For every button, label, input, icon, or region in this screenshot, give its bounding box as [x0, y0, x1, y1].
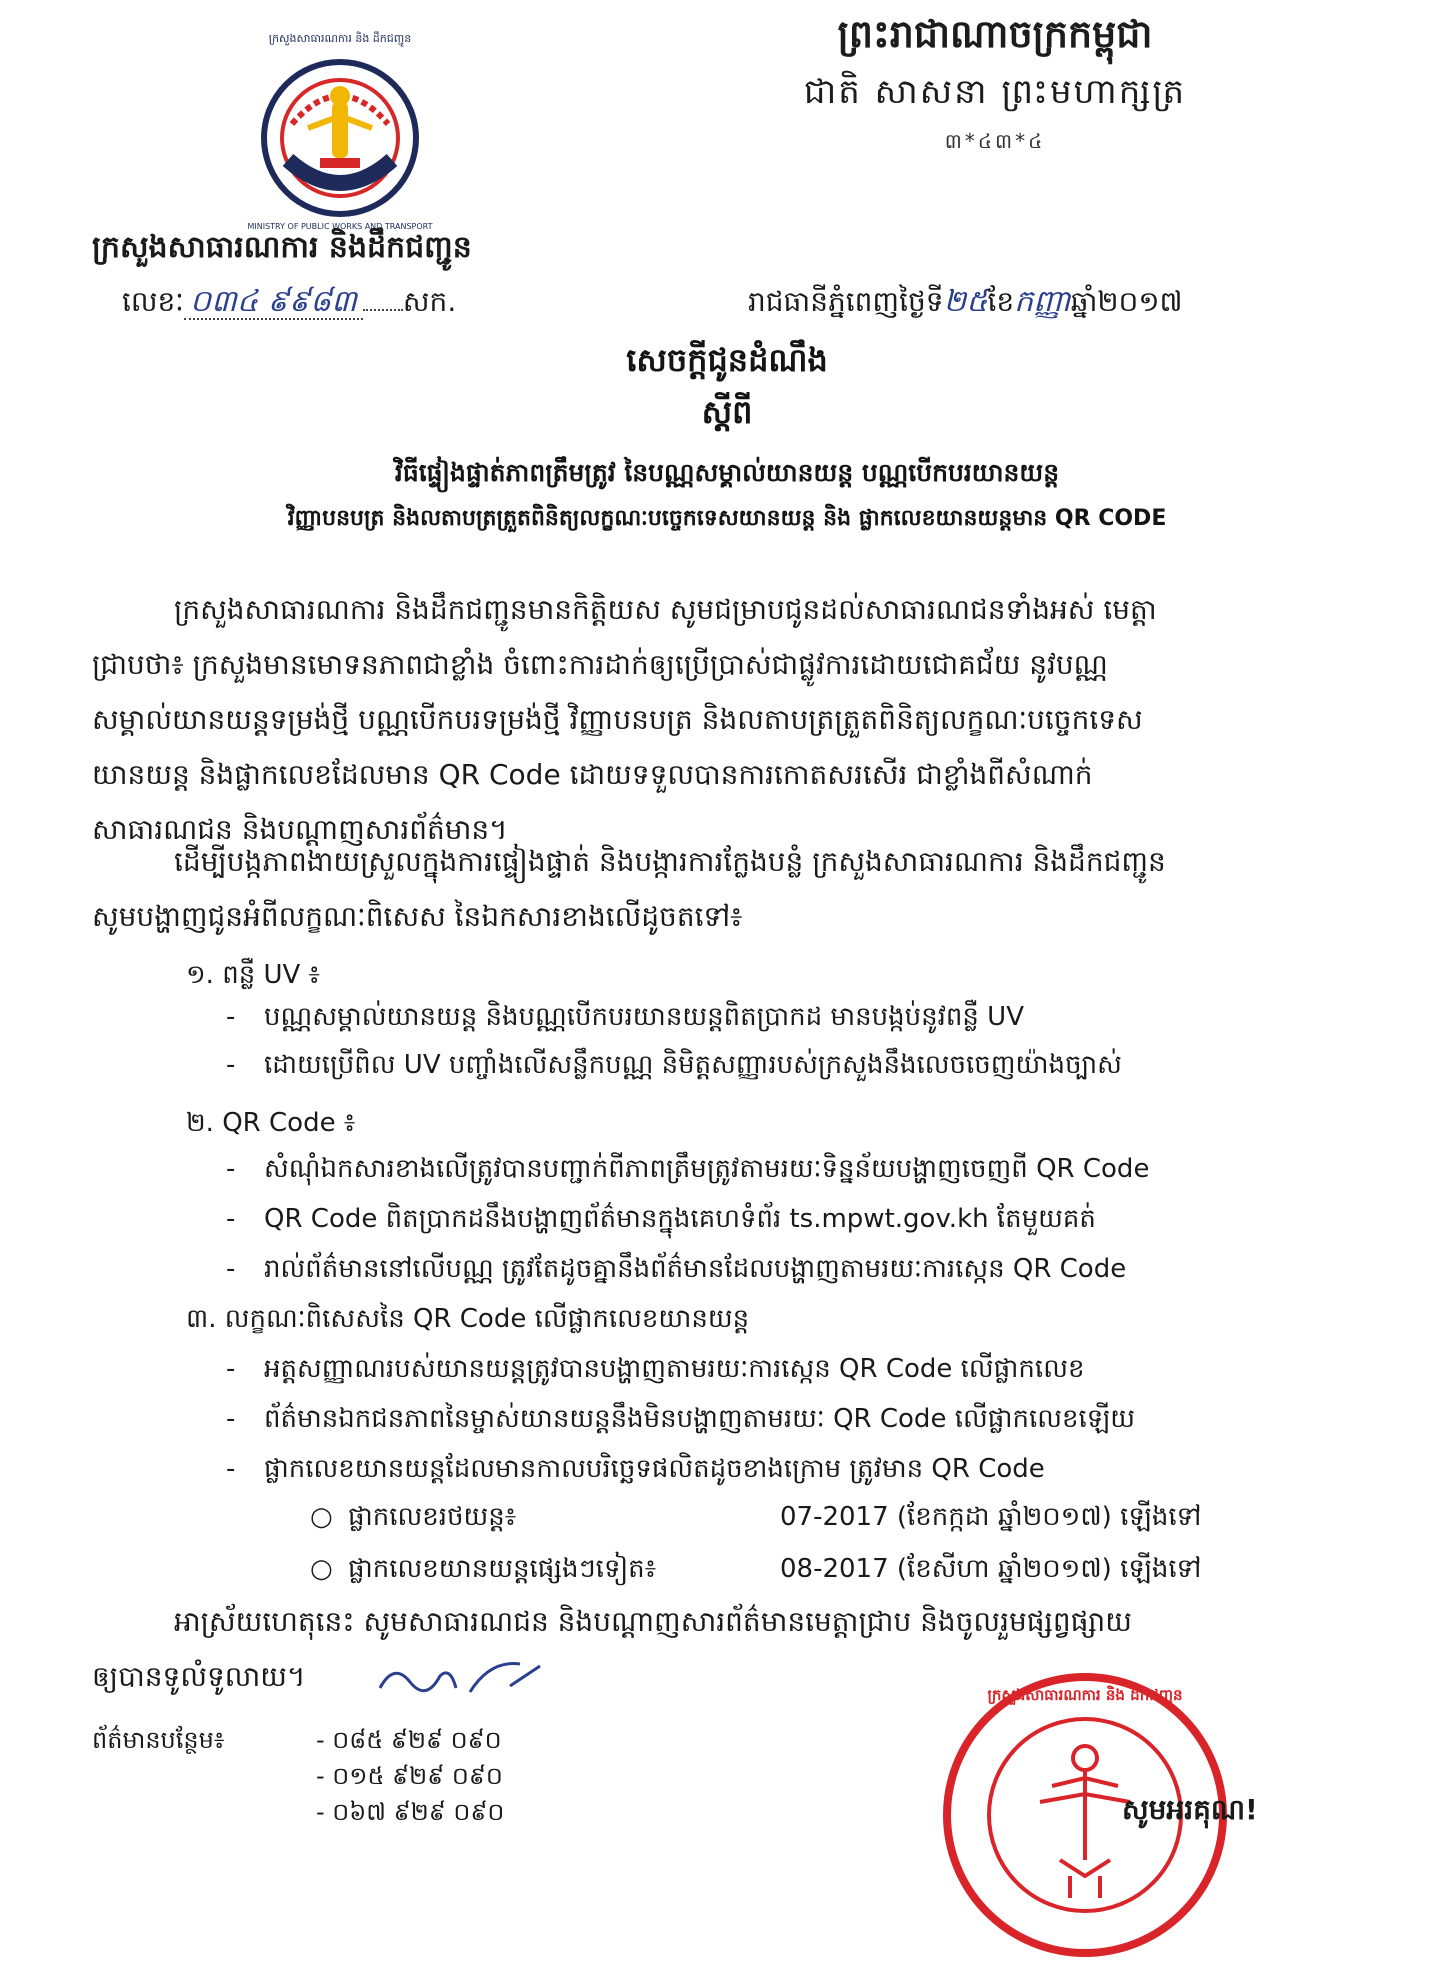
plate-date-value: 07-2017 (ខែកក្កដា ឆ្នាំ២០១៧) ឡើងទៅ	[780, 1502, 1202, 1532]
section-2-item: - សំណុំឯកសារខាងលើត្រូវបានបញ្ជាក់ពីភាពត្រឹមត្រូវតាមរយៈទិន្នន័យបង្ហាញចេញពី QR Code	[226, 1154, 1150, 1184]
plate-date-label: ផ្លាកលេខរថយន្ត៖	[348, 1502, 517, 1532]
reference-handwritten-number: ០៣៤ ៩៩៨៣	[189, 284, 357, 319]
section-1-item: - ដោយប្រើពិល UV បញ្ចាំងលើសន្លឹកបណ្ណ និមិត្តសញ្ញារបស់ក្រសួងនឹងលេចចេញយ៉ាងច្បាស់	[226, 1050, 1122, 1080]
date-prefix: រាជធានីភ្នំពេញថ្ងៃទី	[748, 285, 944, 318]
closing-line: អាស្រ័យហេតុនេះ សូមសាធារណជន និងបណ្តាញសារព័ត៌មានមេត្តាជ្រាប និងចូលរួមផ្សព្វផ្សាយ	[174, 1605, 1132, 1638]
paragraph-1-line: ជ្រាបថា៖ ក្រសួងមានមោទនភាពជាខ្លាំង ចំពោះការដាក់ឲ្យប្រើប្រាស់ជាផ្លូវការដោយជោគជ័យ នូវបណ្ណ	[92, 648, 1108, 681]
date-month-label: ខែ	[987, 285, 1015, 318]
section-3-item: - អត្តសញ្ញាណរបស់យានយន្តត្រូវបានបង្ហាញតាមរយៈការស្កេន QR Code លើផ្លាកលេខ	[226, 1354, 1085, 1384]
document-date	[748, 282, 1183, 326]
kingdom-title: ព្រះរាជាណាចក្រកម្ពុជា	[837, 12, 1153, 56]
notice-title: សេចក្តីជូនដំណឹង	[626, 341, 828, 379]
plate-date-label: ផ្លាកលេខយានយន្តផ្សេងៗទៀត៖	[348, 1554, 657, 1584]
plate-date-value: 08-2017 (ខែសីហា ឆ្នាំ២០១៧) ឡើងទៅ	[780, 1554, 1202, 1584]
logo-bottom-text: MINISTRY OF PUBLIC WORKS AND TRANSPORT	[247, 222, 433, 231]
paragraph-1-line: ក្រសួងសាធារណការ និងដឹកជញ្ជូនមានកិត្តិយស សូមជម្រាបជូនដល់សាធារណជនទាំងអស់ មេត្តា	[174, 593, 1157, 626]
sign-off: សូមអរគុណ!	[1122, 1793, 1258, 1826]
section-1-heading: ១. ពន្លឺ UV ៖	[186, 960, 320, 990]
contact-label: ព័ត៌មានបន្ថែម៖	[92, 1726, 225, 1754]
contact-phones	[316, 1722, 504, 1830]
handwritten-initials	[370, 1652, 550, 1702]
phone-number: - ០៨៥ ៩២៩ ០៩០	[316, 1726, 502, 1754]
section-3-item: - ផ្លាកលេខយានយន្តដែលមានកាលបរិច្ឆេទផលិតដូចខាងក្រោម ត្រូវមាន QR Code	[226, 1454, 1045, 1484]
date-day: ២៥	[943, 284, 988, 319]
paragraph-1-line: សម្គាល់យានយន្តទម្រង់ថ្មី បណ្ណបើកបរទម្រង់ថ្មី វិញ្ញាបនបត្រ និងលតាបត្រត្រួតពិនិត្យលក្ខណៈបច្ចេកទេស	[92, 703, 1143, 736]
paragraph-2	[92, 834, 1332, 944]
section-2-item: - QR Code ពិតប្រាកដនឹងបង្ហាញព័ត៌មានក្នុងគេហទំព័រ ts.mpwt.gov.kh តែមួយគត់	[226, 1204, 1096, 1234]
national-motto: ជាតិ សាសនា ព្រះមហាក្សត្រ	[803, 72, 1187, 112]
notice-about: ស្តីពី	[701, 393, 753, 431]
section-1-item: - បណ្ណសម្គាល់យានយន្ត និងបណ្ណបើកបរយានយន្តពិតប្រាកដ មានបង្កប់នូវពន្លឺ UV	[226, 1002, 1024, 1032]
ministry-name: ក្រសួងសាធារណការ និងដឹកជញ្ជូន	[92, 230, 472, 265]
paragraph-1	[92, 582, 1332, 857]
paragraph-2-line: ដើម្បីបង្កភាពងាយស្រួលក្នុងការផ្ទៀងផ្ទាត់ និងបង្ការការក្លែងបន្លំ ក្រសួងសាធារណការ និងដឹកជញ្ជូន	[174, 845, 1166, 878]
closing-line: ឲ្យបានទូលំទូលាយ។	[92, 1660, 306, 1693]
paragraph-1-line: យានយន្ត និងផ្លាកលេខដែលមាន QR Code ដោយទទួលបានការកោតសរសើរ ជាខ្លាំងពីសំណាក់	[92, 758, 1093, 791]
subject-line-1: វិធីផ្ទៀងផ្ទាត់ភាពត្រឹមត្រូវ នៃបណ្ណសម្គាល់យានយន្ត បណ្ណបើកបរយានយន្ត	[394, 458, 1060, 487]
section-2-item: - រាល់ព័ត៌មាននៅលើបណ្ណ ត្រូវតែដូចគ្នានឹងព័ត៌មានដែលបង្ហាញតាមរយៈការស្កេន QR Code	[226, 1254, 1127, 1284]
plate-date-row	[310, 1552, 1310, 1590]
reference-label: លេខៈ	[122, 285, 184, 318]
logo-emblem	[260, 58, 420, 218]
date-month: កញ្ញា	[1014, 284, 1071, 319]
section-3-heading: ៣. លក្ខណៈពិសេសនៃ QR Code លើផ្លាកលេខយានយន្ត	[186, 1304, 750, 1334]
logo-arc-text: ក្រសួងសាធារណការ និង ដឹកជញ្ជូន	[268, 32, 412, 45]
ministry-logo	[247, 32, 433, 231]
paragraph-2-line: សូមបង្ហាញជូនអំពីលក្ខណៈពិសេស នៃឯកសារខាងលើដូចតទៅ៖	[92, 900, 743, 933]
reference-number	[122, 282, 456, 326]
stamp-ring-text: ក្រសួងសាធារណការ និង ដឹកជញ្ជូន	[987, 1686, 1183, 1704]
reference-suffix: សក.	[402, 285, 457, 318]
header-ornament: ៣*៤៣*៤	[944, 129, 1046, 153]
section-2-heading: ២. QR Code ៖	[186, 1108, 356, 1138]
subject-line-2: វិញ្ញាបនបត្រ និងលតាបត្រត្រួតពិនិត្យលក្ខណៈបច្ចេកទេសយានយន្ត និង ផ្លាកលេខយានយន្តមាន QR CODE	[287, 506, 1167, 531]
section-3-item: - ព័ត៌មានឯកជនភាពនៃម្ចាស់យានយន្តនឹងមិនបង្ហាញតាមរយៈ QR Code លើផ្លាកលេខឡើយ	[226, 1404, 1135, 1434]
paragraph-1-line: សាធារណជន និងបណ្តាញសារព័ត៌មាន។	[92, 813, 508, 846]
phone-number: - ០១៥ ៩២៩ ០៩០	[316, 1762, 503, 1790]
plate-date-row	[310, 1500, 1310, 1538]
circle-bullet-icon: ○	[310, 1502, 333, 1532]
phone-number: - ០៦៧ ៩២៩ ០៩០	[316, 1798, 505, 1826]
circle-bullet-icon: ○	[310, 1554, 333, 1584]
date-year: ឆ្នាំ២០១៧	[1070, 285, 1183, 318]
